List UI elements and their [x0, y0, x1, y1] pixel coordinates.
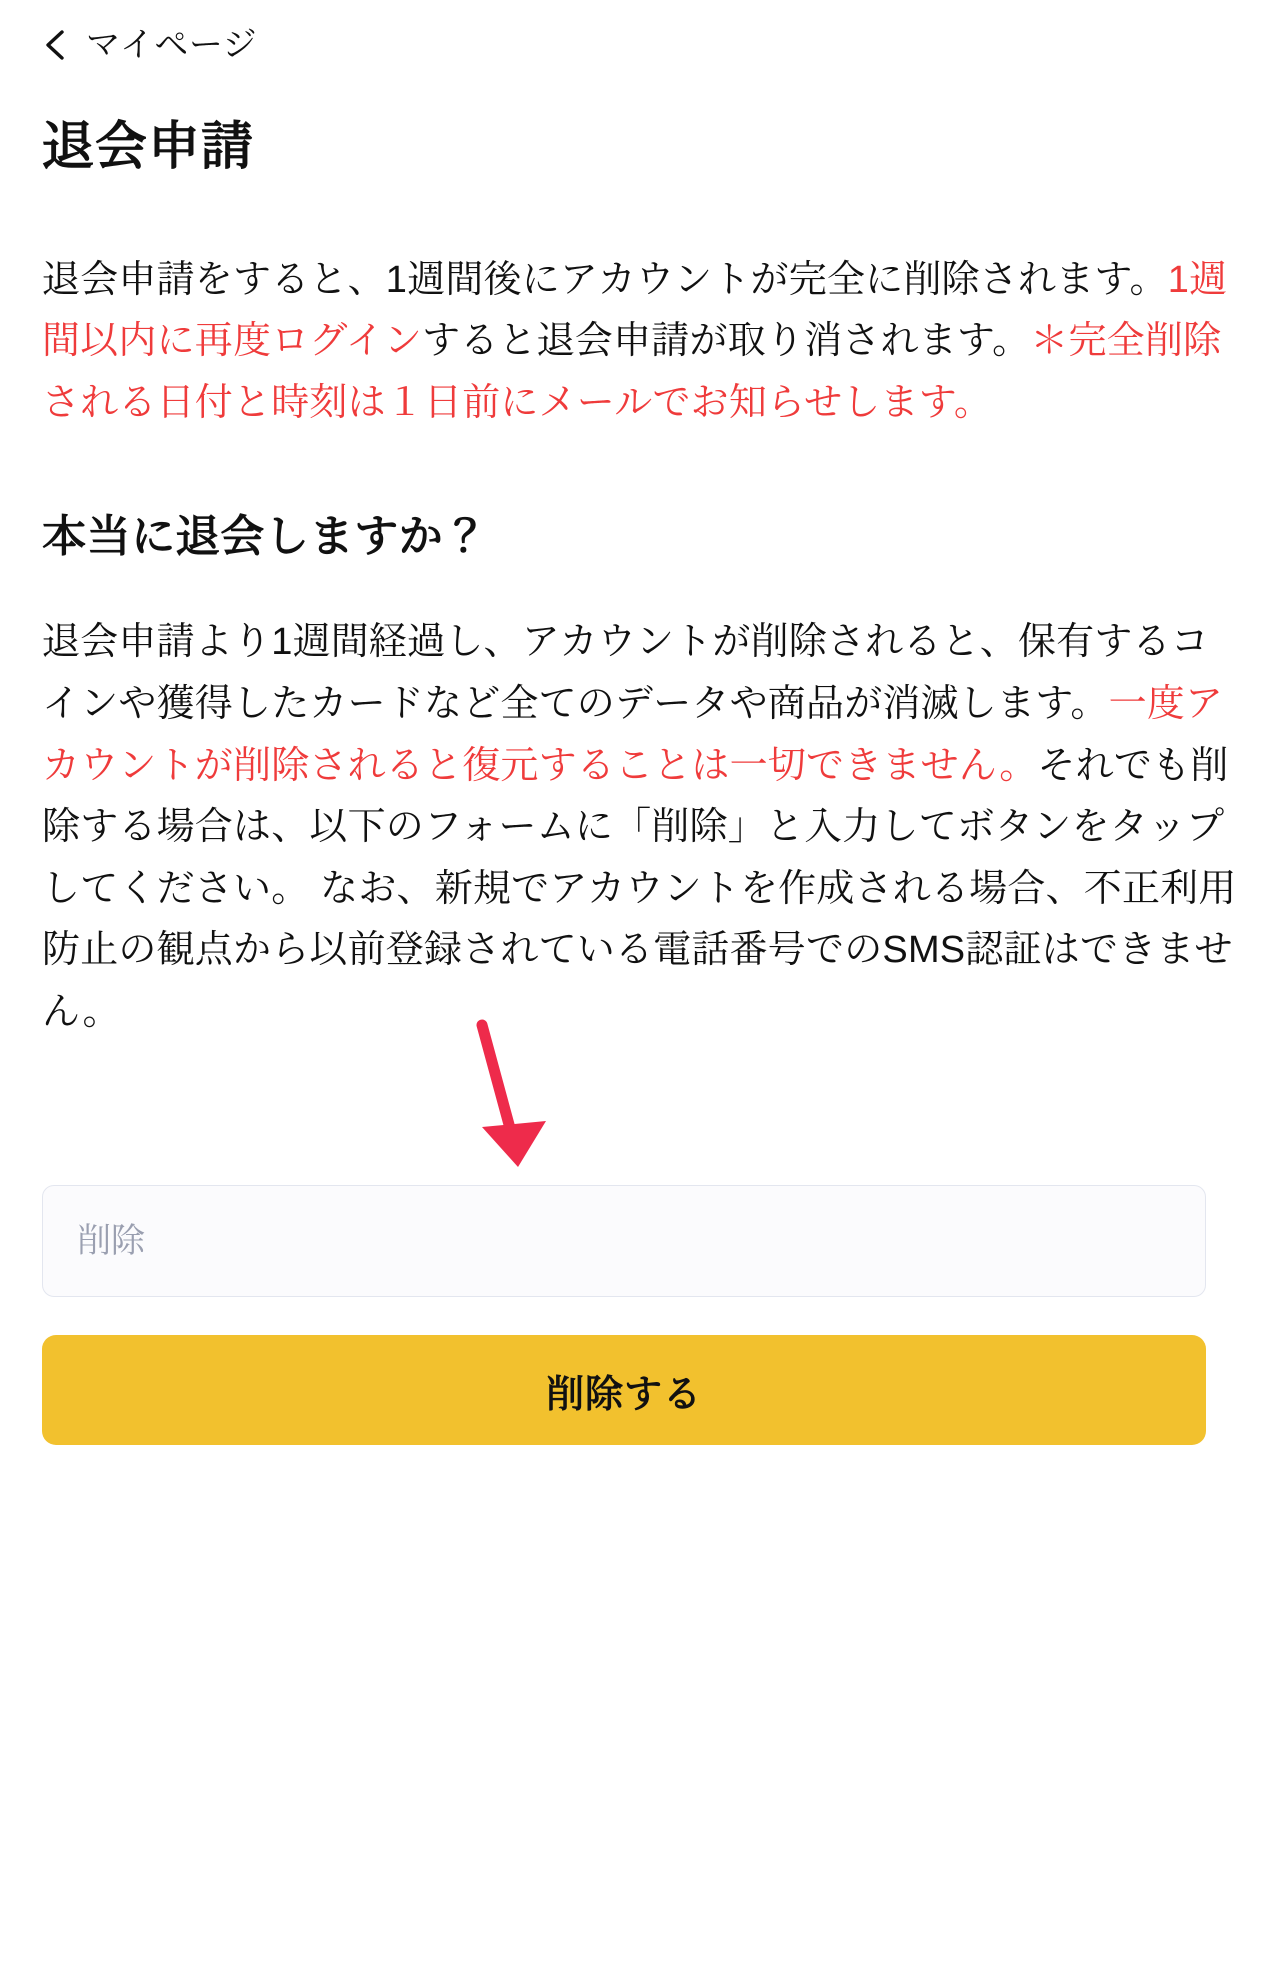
page-title: 退会申請	[42, 118, 255, 176]
detail-paragraph	[42, 612, 1238, 1043]
main-content	[0, 118, 1280, 1445]
intro-text-part1: 退会申請をすると、1週間後にアカウントが完全に削除されます。	[42, 258, 1168, 301]
intro-paragraph	[42, 250, 1238, 435]
intro-text-part3: すると退会申請が取り消されます。	[422, 320, 1031, 363]
down-arrow-annotation-icon	[442, 1015, 572, 1185]
detail-text-part1: 退会申請より1週間経過し、アカウントが削除されると、保有するコインや獲得したカードなど全てのデータや商品が消滅します。	[42, 621, 1209, 725]
intro-text-highlight-notice: ＊完全削除される日付と時刻は１日前にメールでお知らせします。	[42, 320, 1222, 424]
confirm-heading: 本当に退会しますか？	[42, 512, 488, 562]
back-label[interactable]: マイページ	[86, 26, 258, 64]
detail-text-part3: それでも削除する場合は、以下のフォームに「削除」と入力してボタンをタップしてください。 なお、新規でアカウントを作成される場合、不正利用防止の観点から以前登録されている電話番号でのSMS認証はできません。	[42, 744, 1237, 1033]
chevron-left-icon[interactable]	[42, 28, 68, 62]
delete-submit-button[interactable]: 削除する	[42, 1335, 1206, 1445]
annotation-arrow	[42, 1047, 1238, 1177]
top-navigation-bar	[0, 0, 1280, 64]
delete-confirmation-input[interactable]	[42, 1185, 1206, 1297]
intro-text-highlight-login: 1週間以内に再度ログイン	[42, 258, 1228, 363]
detail-text-highlight-irreversible: 一度アカウントが削除されると復元することは一切できません。	[42, 682, 1224, 787]
